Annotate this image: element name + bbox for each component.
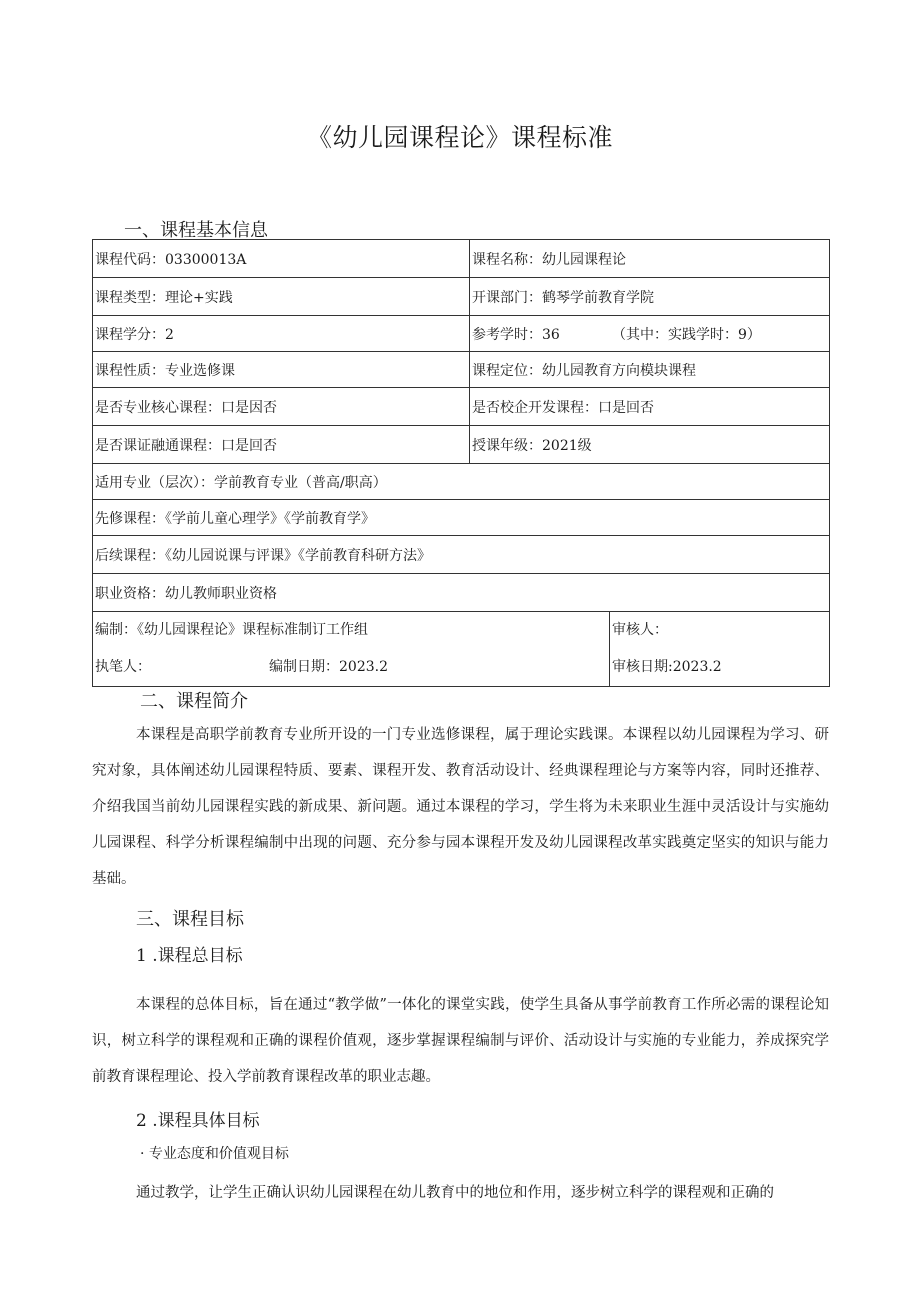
editor-line: 编制：《幼儿园课程论》课程标准制订工作组 bbox=[95, 622, 368, 638]
cert-course-cell: 是否课证融通课程：口是回否 bbox=[93, 426, 470, 464]
course-position-cell: 课程定位：幼儿园教育方向模块课程 bbox=[470, 352, 830, 388]
prerequisite-cell: 先修课程：《学前儿童心理学》《学前教育学》 bbox=[93, 500, 830, 536]
section-basic-info-heading: 一、课程基本信息 bbox=[124, 220, 268, 241]
compile-cell bbox=[93, 612, 610, 687]
qualification-cell: 职业资格：幼儿教师职业资格 bbox=[93, 574, 830, 612]
section-intro-heading: 二、课程简介 bbox=[140, 691, 248, 712]
document-title: 《幼儿园课程论》课程标准 bbox=[306, 123, 613, 152]
course-nature-cell: 课程性质：专业选修课 bbox=[93, 352, 470, 388]
course-code-cell: 课程代码：03300013A bbox=[93, 240, 470, 278]
grade-cell: 授课年级：2021级 bbox=[470, 426, 830, 464]
credit-cell: 课程学分：2 bbox=[93, 316, 470, 352]
hours-practice-note: （其中：实践学时：9） bbox=[612, 326, 761, 343]
core-course-cell: 是否专业核心课程：口是因否 bbox=[93, 388, 470, 426]
overall-goal-heading: 1 .课程总目标 bbox=[136, 946, 243, 966]
section-goals-heading: 三、课程目标 bbox=[136, 909, 244, 930]
reviewer-line: 审核人： bbox=[612, 622, 668, 638]
writer-line bbox=[93, 649, 609, 686]
applicable-major-cell: 适用专业（层次）：学前教育专业（普高/职高） bbox=[93, 464, 830, 500]
hours-total: 参考学时：36 bbox=[472, 326, 560, 343]
intro-paragraph: 本课程是高职学前教育专业所开设的一门专业选修课程，属于理论实践课。本课程以幼儿园课程为学习、研究对象，具体阐述幼儿园课程特质、要素、课程开发、教育活动设计、经典课程理论与方案等内容，同时还推荐、介绍我国当前幼儿园课程实践的新成果、新问题。通过本课程的学习，学生将为未来职业生涯中灵活设计与实施幼儿园课程、科学分析课程编制中出现的问题、充分参与园本课程开发及幼儿园课程改革实践奠定坚实的知识与能力基础。 bbox=[92, 727, 829, 887]
course-type-cell: 课程类型：理论+实践 bbox=[93, 278, 470, 316]
specific-goal-heading: 2 .课程具体目标 bbox=[136, 1111, 260, 1131]
department-cell: 开课部门：鹤琴学前教育学院 bbox=[470, 278, 830, 316]
attitude-goal-bullet: · 专业态度和价值观目标 bbox=[140, 1146, 289, 1162]
coop-course-cell: 是否校企开发课程：口是回否 bbox=[470, 388, 830, 426]
edit-date: 编制日期：2023.2 bbox=[269, 659, 388, 675]
review-date: 审核日期:2023.2 bbox=[612, 659, 722, 675]
overall-goal-paragraph: 本课程的总体目标，旨在通过“教学做”一体化的课堂实践，使学生具备从事学前教育工作所必需的课程论知识，树立科学的课程观和正确的课程价值观，逐步掌握课程编制与评价、活动设计与实施的专业能力，养成探究学前教育课程理论、投入学前教育课程改革的职业志趣。 bbox=[92, 997, 829, 1085]
writer-label: 执笔人： bbox=[95, 659, 151, 675]
course-name-cell: 课程名称：幼儿园课程论 bbox=[470, 240, 830, 278]
review-cell bbox=[610, 612, 830, 687]
follow-up-cell: 后续课程：《幼儿园说课与评课》《学前教育科研方法》 bbox=[93, 536, 830, 574]
hours-cell bbox=[470, 316, 830, 352]
course-info-table bbox=[92, 239, 830, 687]
attitude-goal-paragraph: 通过教学，让学生正确认识幼儿园课程在幼儿教育中的地位和作用，逐步树立科学的课程观和正确的 bbox=[136, 1185, 774, 1201]
